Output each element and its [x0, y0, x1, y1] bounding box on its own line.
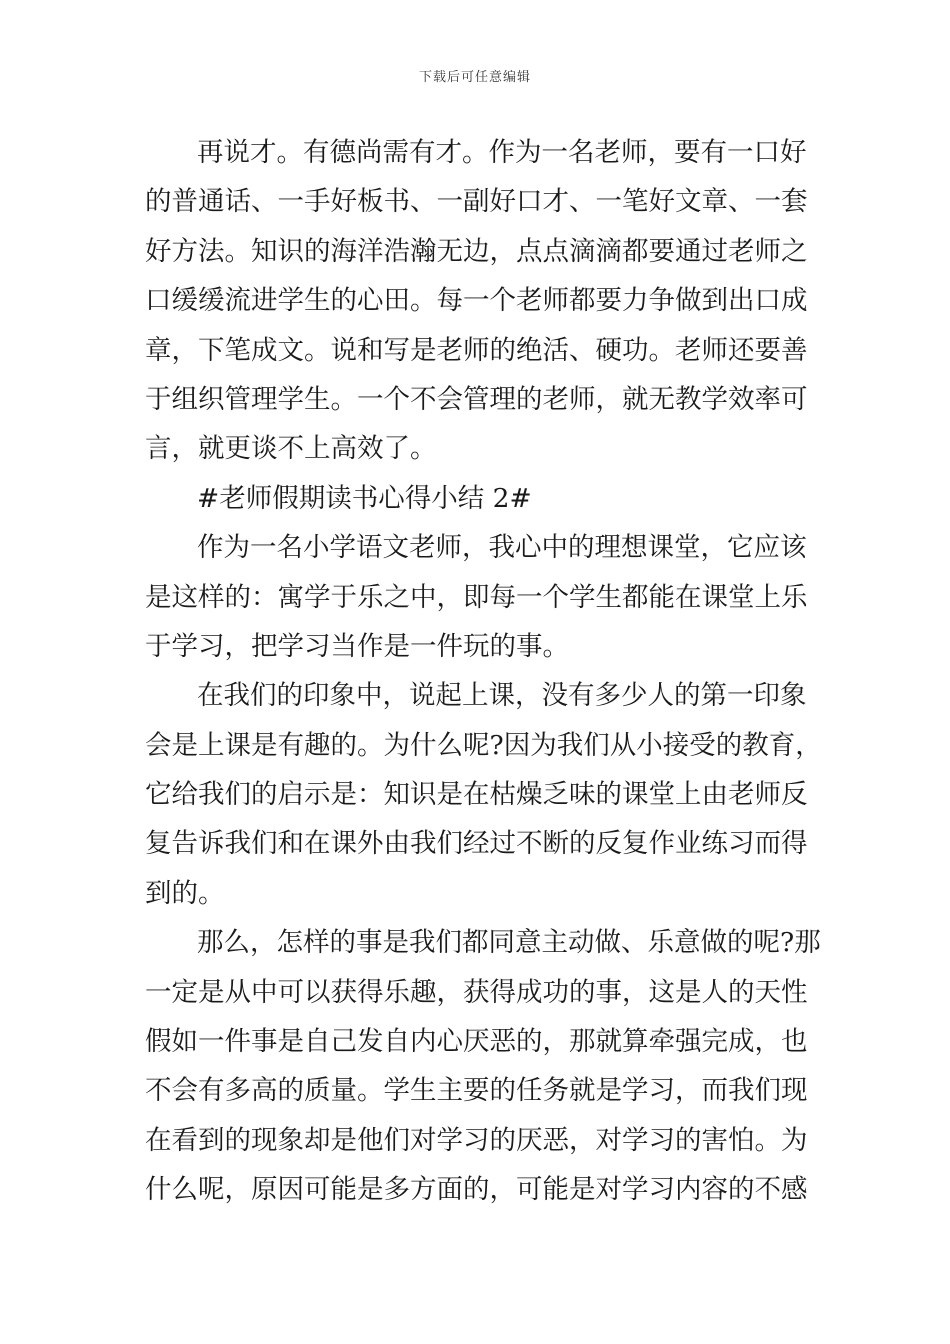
text-line: 那么，怎样的事是我们都同意主动做、乐意做的呢?那	[197, 927, 821, 959]
text-line: 会是上课是有趣的。为什么呢?因为我们从小接受的教育，	[145, 729, 822, 761]
text-line: 口缓缓流进学生的心田。每一个老师都要力争做到出口成	[145, 285, 808, 317]
text-line: 章，下笔成文。说和写是老师的绝活、硬功。老师还要善	[145, 334, 808, 366]
text-line: 不会有多高的质量。学生主要的任务就是学习，而我们现	[145, 1075, 808, 1107]
text-line: 到的。	[145, 877, 225, 909]
text-line: 好方法。知识的海洋浩瀚无边，点点滴滴都要通过老师之	[145, 235, 808, 267]
text-line: 假如一件事是自己发自内心厌恶的，那就算牵强完成，也	[145, 1026, 808, 1058]
text-line: 在我们的印象中，说起上课，没有多少人的第一印象	[197, 680, 807, 712]
text-line: 它给我们的启示是：知识是在枯燥乏味的课堂上由老师反	[145, 779, 808, 811]
text-line: 于组织管理学生。一个不会管理的老师，就无教学效率可	[145, 383, 808, 415]
text-line: 什么呢，原因可能是多方面的，可能是对学习内容的不感	[145, 1174, 808, 1206]
document-body	[145, 128, 822, 1215]
text-line: 作为一名小学语文老师，我心中的理想课堂，它应该	[197, 532, 807, 564]
page-header: 下载后可任意编辑	[418, 70, 531, 85]
text-line: #老师假期读书心得小结 2#	[197, 482, 532, 514]
text-line: 于学习，把学习当作是一件玩的事。	[145, 630, 569, 662]
text-line: 在看到的现象却是他们对学习的厌恶，对学习的害怕。为	[145, 1124, 808, 1156]
text-line: 是这样的：寓学于乐之中，即每一个学生都能在课堂上乐	[145, 581, 808, 613]
text-line: 复告诉我们和在课外由我们经过不断的反复作业练习而得	[145, 828, 808, 860]
text-line: 的普通话、一手好板书、一副好口才、一笔好文章、一套	[145, 186, 808, 218]
text-line: 再说才。有德尚需有才。作为一名老师，要有一口好	[197, 137, 807, 168]
text-line: 一定是从中可以获得乐趣，获得成功的事，这是人的天性	[145, 976, 808, 1008]
text-line: 言，就更谈不上高效了。	[145, 433, 437, 465]
